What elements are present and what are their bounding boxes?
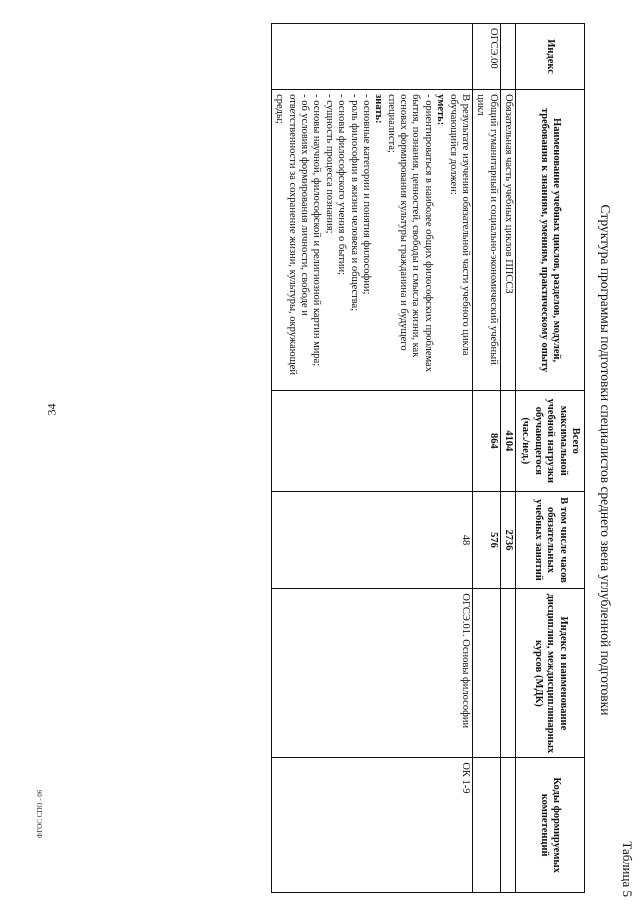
header-total-load: Всего максимальной учебной нагрузки обучающегося (час./нед.) (516, 391, 585, 491)
cell-total (272, 391, 473, 491)
cell-index: ОГСЭ.00 (473, 24, 501, 90)
cell-competencies (473, 758, 501, 893)
knowledge-label: знать: (373, 94, 385, 124)
table-row (500, 24, 515, 893)
cell-name: Общий гуманитарный и социально-экономический учебный цикл (473, 90, 501, 391)
cell-competencies: ОК 1-9 (272, 758, 473, 893)
cell-classroom: 2736 (500, 491, 515, 589)
table-row (272, 24, 473, 893)
knowledge-item: - основы научной, философской и религиозной картин мира; (311, 94, 323, 367)
rotated-page-content (30, 15, 635, 905)
knowledge-item: - сущность процесса познания; (323, 94, 335, 234)
cell-total: 864 (473, 391, 501, 491)
cell-total: 4104 (500, 391, 515, 491)
knowledge-item: - основные категории и понятия философии; (361, 94, 372, 295)
knowledge-item: - основы философского учения о бытии; (336, 94, 348, 276)
program-structure-table (271, 23, 585, 893)
cell-name: Обязательная часть учебных циклов ППССЗ (500, 90, 515, 391)
header-row (516, 24, 585, 893)
header-competencies: Коды формируемых компетенций (516, 758, 585, 893)
cell-index (500, 24, 515, 90)
document-title: Структура программы подготовки специалистов среднего звена углубленной подготовки (598, 204, 613, 716)
header-classroom-hours: В том числе часов обязательных учебных занятий (516, 491, 585, 589)
skills-label: уметь: (435, 94, 447, 126)
cell-classroom: 48 (272, 491, 473, 589)
skill-item: - ориентироваться в наиболее общих философских проблемах бытия, познания, ценностей, свободы и смысла жизни, как основах формирования культуры гражданина и будущего специалиста; (385, 94, 434, 373)
cell-classroom: 576 (473, 491, 501, 589)
table-row (473, 24, 501, 893)
header-discipline: Индекс и наименование дисциплин, междисциплинарных курсов (МДК) (516, 589, 585, 758)
cell-discipline (473, 589, 501, 758)
requirements-intro: В результате изучения обязательной части учебного цикла обучающийся должен: (447, 94, 471, 356)
cell-competencies (500, 758, 515, 893)
cell-discipline: ОГСЭ.01. Основы философии (272, 589, 473, 758)
table-label: Таблица 5 (620, 841, 635, 897)
page-number: 34 (44, 403, 59, 416)
cell-index (272, 24, 473, 90)
header-name: Наименование учебных циклов, разделов, модулей, требования к знаниям, умениям, практическому опыту (516, 90, 585, 391)
cell-requirements (272, 90, 473, 391)
footer-mark: ФГОС СПО - 06 (36, 789, 44, 839)
header-index: Индекс (516, 24, 585, 90)
cell-discipline (500, 589, 515, 758)
knowledge-item: - роль философии в жизни человека и общества; (348, 94, 360, 312)
knowledge-item: - об условиях формирования личности, свободе и ответственности за сохранение жизни, культуры, окружающей среды; (274, 94, 311, 375)
